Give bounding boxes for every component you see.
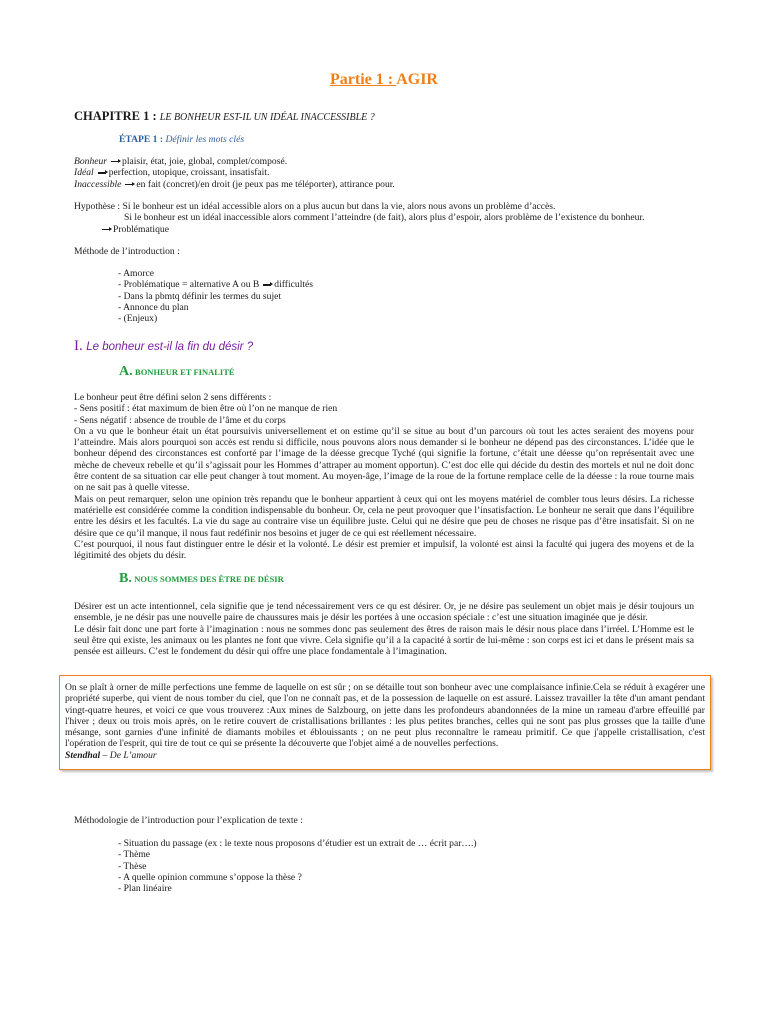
list-item: - Thèse <box>118 860 147 872</box>
hypothesis-block <box>74 201 714 235</box>
section-number: I. <box>74 338 83 354</box>
quote-author: Stendhal <box>65 749 101 761</box>
chapter-subtitle: LE BONHEUR EST-IL UN IDÉAL INACCESSIBLE ? <box>159 112 375 123</box>
list-item <box>118 279 313 290</box>
arrow-right-icon <box>102 229 110 230</box>
methode-list <box>118 268 313 324</box>
arrow-right-icon <box>98 172 106 173</box>
methode-heading: Méthode de l’introduction : <box>74 246 180 257</box>
section-heading <box>74 337 253 356</box>
definition-text: perfection, utopique, croissant, insatisfait. <box>108 167 270 179</box>
list-item: - Plan linéaire <box>118 883 172 895</box>
list-item: - Amorce <box>118 268 154 279</box>
section-title: Le bonheur est-il la fin du désir ? <box>86 341 254 353</box>
list-item: - Annonce du plan <box>118 301 189 313</box>
list-item: - Thème <box>118 849 151 861</box>
paragraph: C’est pourquoi, il nous faut distinguer entre le désir et la volonté. Le désir est premier et impulsif, la volonté est ainsi la faculté qui jugera des moyens et de la légitimité des objets du désir. <box>74 538 694 562</box>
quote-text: On se plaît à orner de mille perfections une femme de laquelle on est sûr ; on se détaille tout son bonheur avec une complaisance infinie.Cela se réduit à exagérer une propriété superbe, qui vient de nous tomber du ciel, que l'on ne connaît pas, et de la possession de laquelle on est assuré. Laissez travailler la tête d'un amant pendant vingt-quatre heures, et voici ce que vous trouverez :Aux mines de Salzbourg, on jette dans les profondeurs abandonnées de la mine un rameau d'arbre effeuillé par l'hiver ; deux ou trois mois après, on le retire couvert de cristallisations brillantes : les plus petites branches, celles qui ne sont pas plus grosses que la taille d'une mésange, sont garnies d'une infinité de diamants mobiles et éblouissants ; on ne peut plus reconnaître le rameau primitif. Ce que j'appelle cristallisation, c'est l'opération de l'esprit, qui tire de tout ce qui se présente la découverte que l'objet aimé a de nouvelles perfections. <box>65 682 705 750</box>
definitions-list <box>74 156 395 190</box>
definition-item <box>74 179 395 190</box>
definition-text: en fait (concret)/en droit (je peux pas me téléporter), attirance pour. <box>136 178 395 190</box>
subsection-title: NOUS SOMMES DES ÊTRE DE DÉSIR <box>134 574 284 584</box>
methodologie-heading: Méthodologie de l’introduction pour l’explication de texte : <box>74 815 303 826</box>
paragraph-block-b <box>74 601 694 657</box>
arrow-right-icon <box>263 284 271 285</box>
definition-item <box>74 167 395 178</box>
quote-work: – De L’amour <box>100 749 157 761</box>
chapter-label: CHAPITRE 1 : <box>74 109 160 123</box>
quote-box <box>59 675 711 770</box>
subsection-title: BONHEUR ET FINALITÉ <box>135 367 235 377</box>
methodologie-list <box>118 838 477 894</box>
etape-heading <box>119 134 244 145</box>
definition-text: plaisir, état, joie, global, complet/composé. <box>122 156 288 167</box>
list-item: - A quelle opinion commune s’oppose la thèse ? <box>118 871 302 883</box>
paragraph: Désirer est un acte intentionnel, cela signifie que je tend nécessairement vers ce qu est désirer. Or, je ne désire pas seulement un objet mais je désir toujours un ensemble, je ne désir pas une nouvelle paire de chaussures mais je désir les portées à une occasion spéciale : c’est une situation imaginée que je désir. <box>74 601 694 624</box>
problematique-line <box>74 224 714 235</box>
paragraph: - Sens négatif : absence de trouble de l’âme et du corps <box>74 414 286 426</box>
subsection-heading-b <box>119 573 284 585</box>
list-item-text: difficultés <box>274 279 314 291</box>
paragraph: - Sens positif : état maximum de bien être où l’on ne manque de rien <box>74 403 338 415</box>
definition-term: Bonheur <box>74 156 108 167</box>
hypothesis-line: Hypothèse : Si le bonheur est un idéal accessible alors on a plus aucun but dans la vie, alors nous avons un problème d’accès. <box>74 201 556 212</box>
arrow-right-icon <box>125 184 133 185</box>
definition-item <box>74 156 395 167</box>
paragraph: On a vu que le bonheur était un état poursuivis universellement et on estime qu’il se situe au bout d’un parcours où tout les actes seraient des moyens pour l’atteindre. Mais alors pourquoi son accès est rendu si difficile, nous pouvons alors nous demander si le bonheur ne dépend pas des circonstances. L’idée que le bonheur dépend des circonstances est conforté par l’image de la déesse grecque Tyché (qui signifie la fortune, c’était une déesse qu’on représentait avec une mèche de cheveux rebelle et qu’il s’agissait pour les Hommes d’attraper au moment opportun). C’est doc elle qui décide du destin des mortels et nul ne doit donc être content de sa situation car elle peut changer à tout moment. Au moyen-âge, l’image de la roue de la fortune remplace celle de la déesse : la roue tourne mais on ne sait pas à quelle vitesse. <box>74 425 694 494</box>
etape-label: ÉTAPE 1 : <box>119 134 166 145</box>
subsection-letter: A. <box>119 364 133 379</box>
paragraph-block-a <box>74 392 694 561</box>
hypothesis-line: Si le bonheur est un idéal inaccessible alors comment l’atteindre (de fait), alors plus d’espoir, alors problème de l’existence du bonheur. <box>124 212 645 224</box>
quote-attribution <box>65 750 705 761</box>
list-item-text: - Problématique = alternative A ou B <box>118 279 260 291</box>
page-title <box>0 70 768 90</box>
list-item: - Situation du passage (ex : le texte nous proposons d’étudier est un extrait de … écrit par….) <box>118 838 477 849</box>
chapter-heading <box>74 108 375 126</box>
paragraph: Le bonheur peut être défini selon 2 sens différents : <box>74 392 272 403</box>
problematique-label: Problématique <box>113 223 169 235</box>
title-main: AGIR <box>396 71 438 88</box>
subsection-heading-a <box>119 366 235 378</box>
etape-text: Définir les mots clés <box>165 134 245 145</box>
list-item: - (Enjeux) <box>118 313 158 325</box>
definition-term: Inaccessible <box>74 178 122 190</box>
definition-term: Idéal <box>74 167 94 179</box>
paragraph: Mais on peut remarquer, selon une opinion très repandu que le bonheur appartient à ceux qui ont les moyens matériel de combler tous leurs désirs. La richesse matérielle est considérée comme la condition indispensable du bonheur. Or, cela ne peut provoquer que l’insatisfaction. Le bonheur ne serait que dans l’équilibre entre les désirs et les facultés. La vie du sage au contraire vise un équilibre juste. Celui qui ne désire que peu de choses ne risque pas d’être insatisfait. Si on ne désire que ce qu’il manque, il nous faut redéfinir nos besoins et juger de ce qui est réellement nécessaire. <box>74 493 694 539</box>
list-item: - Dans la pbmtq définir les termes du sujet <box>118 290 282 302</box>
arrow-right-icon <box>111 161 119 162</box>
title-prefix: Partie 1 : <box>330 71 397 88</box>
subsection-letter: B. <box>119 571 132 586</box>
paragraph: Le désir fait donc une part forte à l’imagination : nous ne sommes donc pas seulement des êtres de raison mais le désir nous place dans l’irréel. L’Homme est le seul être qui existe, les animaux ou les plantes ne font que vivre. Cela signifie qu’il a la capacité à sortir de lui-même : son corps est ici et dans le présent mais sa pensée est ailleurs. C’est le fondement du désir qui offre une place fondamentale à l’imagination. <box>74 623 694 658</box>
